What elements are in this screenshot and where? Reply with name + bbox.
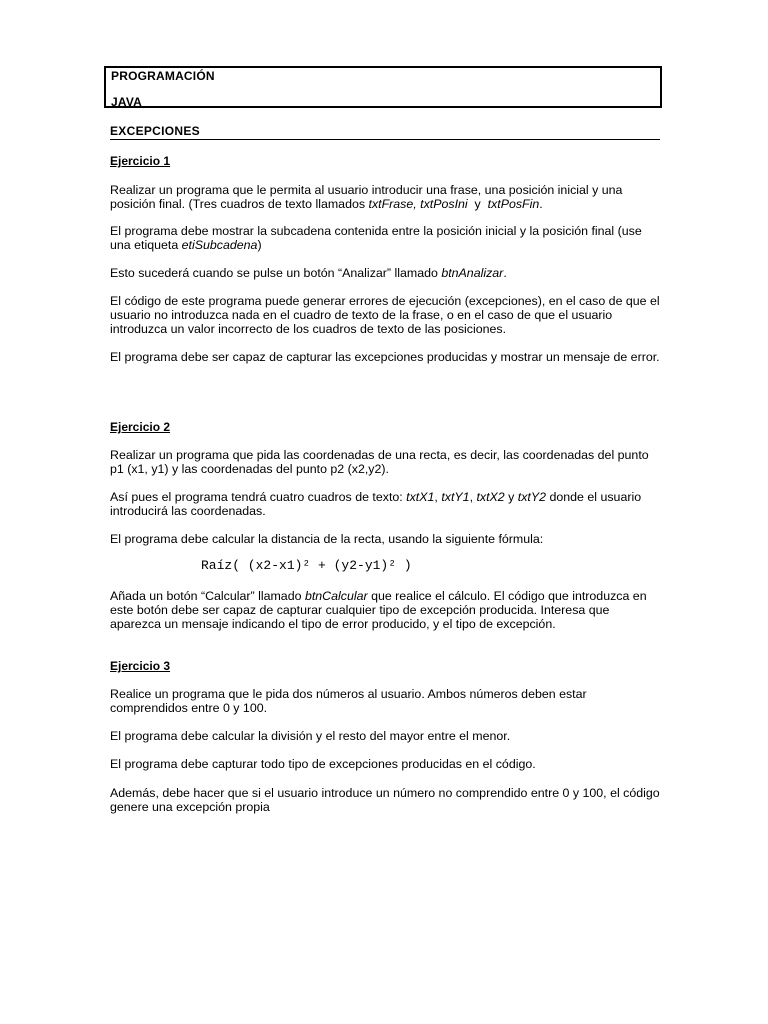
- exercise-3-paragraph-4: Además, debe hacer que si el usuario introduce un número no comprendido entre 0 y 100, el código genere una excepción propia: [110, 786, 660, 815]
- exercise-2-paragraph-3: El programa debe calcular la distancia de la recta, usando la siguiente fórmula:: [110, 532, 544, 546]
- exercise-1-paragraph-1: Realizar un programa que le permita al usuario introducir una frase, una posición inicial y una posición final. (Tres cuadros de texto llamados txtFrase, txtPosIni y txtPosFin.: [110, 183, 623, 212]
- header-subject: PROGRAMACIÓN: [111, 69, 215, 83]
- exercise-3-paragraph-1: Realice un programa que le pida dos números al usuario. Ambos números deben estar comprendidos entre 0 y 100.: [110, 687, 587, 716]
- exercise-1-paragraph-3: Esto sucederá cuando se pulse un botón “Analizar” llamado btnAnalizar.: [110, 266, 507, 280]
- header-box: [104, 66, 662, 108]
- exercise-2-title: Ejercicio 2: [110, 420, 171, 434]
- exercise-1-paragraph-4: El código de este programa puede generar errores de ejecución (excepciones), en el caso de que el usuario no introduzca nada en el cuadro de texto de la frase, o en el caso de que el usuario introduzca un valor incorrecto de los cuadros de texto de las posiciones.: [110, 294, 660, 337]
- exercise-2-paragraph-1: Realizar un programa que pida las coordenadas de una recta, es decir, las coordenadas del punto p1 (x1, y1) y las coordenadas del punto p2 (x2,y2).: [110, 448, 649, 477]
- exercise-3-title: Ejercicio 3: [110, 659, 171, 673]
- header-language: JAVA: [111, 95, 143, 109]
- exercise-1-paragraph-2: El programa debe mostrar la subcadena contenida entre la posición inicial y la posición final (use una etiqueta etiSubcadena): [110, 224, 642, 253]
- exercise-1-title: Ejercicio 1: [110, 154, 171, 168]
- section-title: EXCEPCIONES: [110, 124, 660, 140]
- exercise-2-paragraph-2: Así pues el programa tendrá cuatro cuadros de texto: txtX1, txtY1, txtX2 y txtY2 donde el usuario introducirá las coordenadas.: [110, 490, 642, 519]
- exercise-3-paragraph-3: El programa debe capturar todo tipo de excepciones producidas en el código.: [110, 757, 536, 771]
- exercise-1-paragraph-5: El programa debe ser capaz de capturar las excepciones producidas y mostrar un mensaje de error.: [110, 350, 660, 364]
- distance-formula: Raíz( (x2-x1)² + (y2-y1)² ): [201, 558, 412, 573]
- exercise-3-paragraph-2: El programa debe calcular la división y el resto del mayor entre el menor.: [110, 729, 511, 743]
- exercise-2-paragraph-4: Añada un botón “Calcular” llamado btnCalcular que realice el cálculo. El código que introduzca en este botón debe ser capaz de capturar cualquier tipo de excepción producida. Interesa que aparezca un mensaje indicando el tipo de error producido, y el tipo de excepción.: [110, 589, 647, 632]
